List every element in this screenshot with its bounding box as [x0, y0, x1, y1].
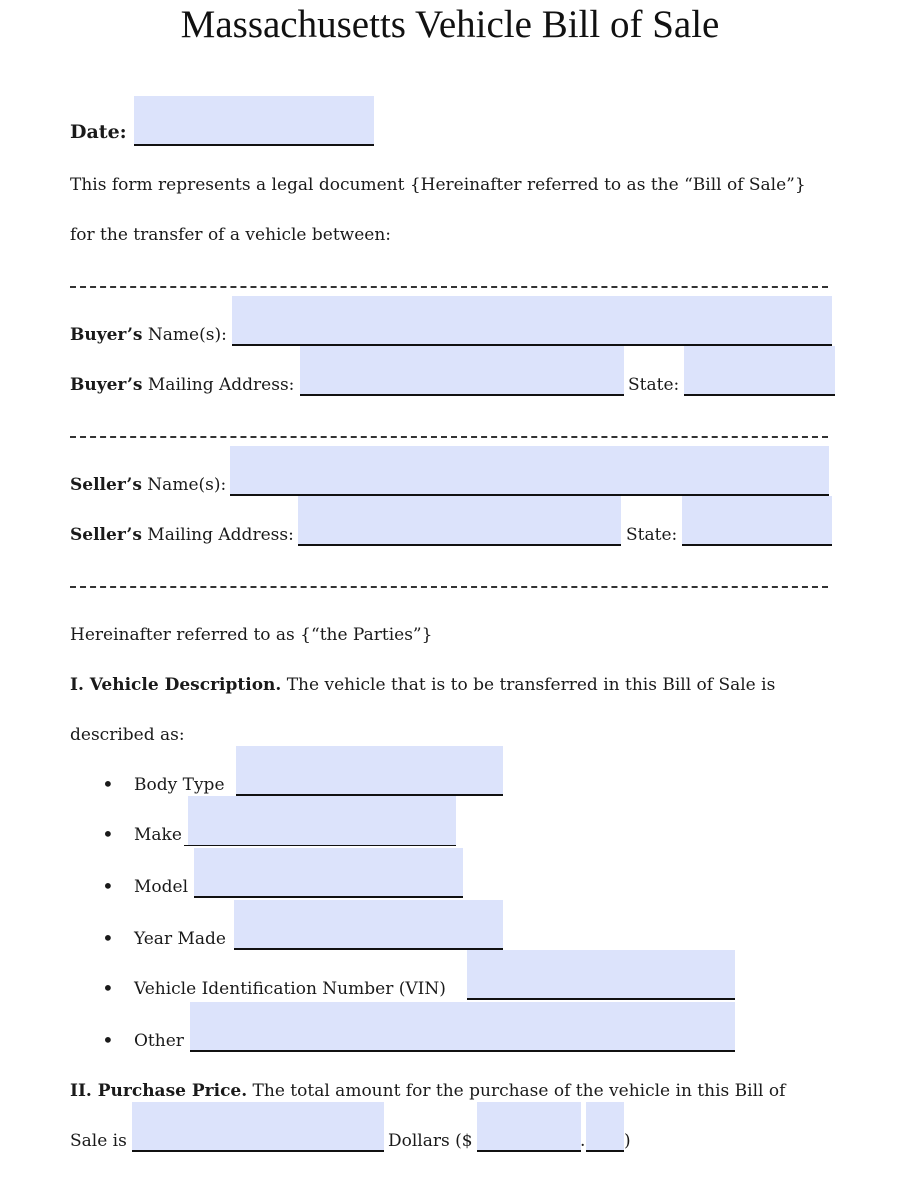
- buyer-state-field[interactable]: [684, 346, 835, 396]
- seller-state-label: State:: [626, 525, 678, 545]
- dollars-label: Dollars ($: [388, 1131, 473, 1151]
- bullet-icon: •: [102, 874, 114, 898]
- seller-address-label: Seller’s Mailing Address:: [70, 525, 294, 545]
- vehicle-description-heading: I. Vehicle Description. The vehicle that is to be transferred in this Bill of Sale is: [70, 675, 776, 695]
- seller-name-label: Seller’s Name(s):: [70, 475, 227, 495]
- divider: [70, 286, 828, 288]
- year-made-field[interactable]: [234, 900, 503, 950]
- seller-name-field[interactable]: [230, 446, 829, 496]
- bullet-icon: •: [102, 976, 114, 1000]
- bullet-icon: •: [102, 822, 114, 846]
- divider: [70, 586, 828, 588]
- bullet-icon: •: [102, 1028, 114, 1052]
- model-field[interactable]: [194, 848, 463, 898]
- close-paren: ): [624, 1131, 631, 1151]
- seller-address-field[interactable]: [298, 496, 621, 546]
- year-made-label: Year Made: [134, 929, 226, 949]
- buyer-name-field[interactable]: [232, 296, 832, 346]
- price-words-field[interactable]: [132, 1102, 384, 1152]
- sale-is-label: Sale is: [70, 1131, 127, 1151]
- price-dollars-field[interactable]: [477, 1102, 581, 1152]
- described-as-text: described as:: [70, 725, 185, 745]
- make-field[interactable]: [188, 796, 456, 846]
- intro-line-1: This form represents a legal document {Hereinafter referred to as the “Bill of Sale”}: [70, 175, 806, 195]
- date-label: Date:: [70, 121, 127, 143]
- vin-label: Vehicle Identification Number (VIN): [134, 979, 446, 999]
- make-label: Make: [134, 825, 182, 845]
- other-label: Other: [134, 1031, 184, 1051]
- price-cents-field[interactable]: [586, 1102, 624, 1152]
- buyer-address-label: Buyer’s Mailing Address:: [70, 375, 295, 395]
- model-label: Model: [134, 877, 189, 897]
- bullet-icon: •: [102, 926, 114, 950]
- other-field[interactable]: [190, 1002, 735, 1052]
- vin-field[interactable]: [467, 950, 735, 1000]
- decimal-point: .: [580, 1131, 586, 1151]
- bullet-icon: •: [102, 772, 114, 796]
- purchase-price-heading: II. Purchase Price. The total amount for the purchase of the vehicle in this Bill of: [70, 1081, 786, 1101]
- body-type-field[interactable]: [236, 746, 503, 796]
- divider: [70, 436, 828, 438]
- page-title: Massachusetts Vehicle Bill of Sale: [180, 3, 720, 46]
- seller-state-field[interactable]: [682, 496, 832, 546]
- make-underline: [184, 845, 456, 846]
- buyer-name-label: Buyer’s Name(s):: [70, 325, 227, 345]
- buyer-state-label: State:: [628, 375, 680, 395]
- body-type-label: Body Type: [134, 775, 225, 795]
- intro-line-2: for the transfer of a vehicle between:: [70, 225, 392, 245]
- date-field[interactable]: [134, 96, 374, 146]
- parties-text: Hereinafter referred to as {“the Parties”}: [70, 625, 433, 645]
- buyer-address-field[interactable]: [300, 346, 624, 396]
